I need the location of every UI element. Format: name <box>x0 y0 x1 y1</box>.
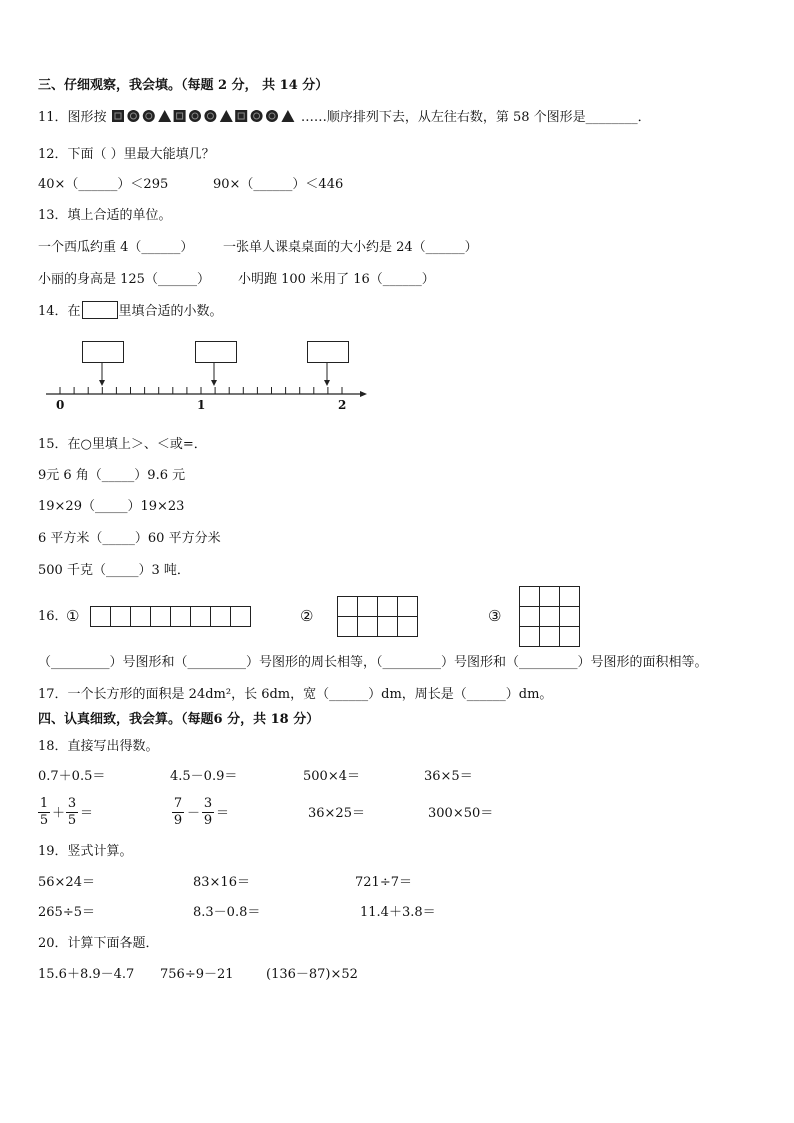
number-line <box>40 362 370 392</box>
grid-cell <box>90 606 111 627</box>
figure-marker-3: ③ <box>488 607 502 625</box>
tick-label-2: 2 <box>338 398 347 412</box>
q14-prefix: 14．在 <box>38 304 81 319</box>
q20-item-a[interactable]: 15.6＋8.9－4.7 <box>38 967 135 982</box>
q18-item-d[interactable]: 36×5＝ <box>424 769 473 784</box>
grid-cell <box>397 596 418 617</box>
q13-item-c[interactable]: 小丽的身高是 125（______） <box>38 272 210 287</box>
q19-title: 19．竖式计算。 <box>38 844 133 859</box>
q18-item-f[interactable]: 300×50＝ <box>428 806 494 821</box>
q19-item-a[interactable]: 56×24＝ <box>38 875 95 890</box>
circle-shape <box>127 110 139 122</box>
q16-answer[interactable]: （_________）号图形和（_________）号图形的周长相等，（_________）号图形和（_________）号图形的面积相等。 <box>38 655 708 670</box>
q12-item-a[interactable]: 40×（______）＜295 <box>38 177 169 192</box>
grid-cell <box>519 586 540 607</box>
q19-item-d[interactable]: 265÷5＝ <box>38 905 95 920</box>
grid-cell <box>130 606 151 627</box>
fraction-1-a <box>38 796 50 829</box>
q11 <box>38 109 651 127</box>
fraction-2-op: － <box>187 806 201 821</box>
circle-shape <box>266 110 278 122</box>
circle-shape <box>189 110 201 122</box>
grid-cell <box>170 606 191 627</box>
q20-item-b[interactable]: 756÷9－21 <box>160 967 234 982</box>
q15-item-a[interactable]: 9元 6 角（_____）9.6 元 <box>38 468 186 483</box>
grid-cell <box>519 606 540 627</box>
q20-title: 20．计算下面各题． <box>38 936 159 951</box>
grid-cell <box>337 596 358 617</box>
grid-cell <box>150 606 171 627</box>
q15-item-d[interactable]: 500 千克（_____）3 吨． <box>38 563 190 578</box>
grid-cell <box>357 596 378 617</box>
triangle-shape <box>219 110 232 122</box>
tick-label-1: 1 <box>197 398 206 412</box>
q11-prefix: 11．图形按 <box>38 110 107 125</box>
q13-title: 13．填上合适的单位。 <box>38 208 172 223</box>
grid-cell <box>337 616 358 637</box>
q19-item-f[interactable]: 11.4＋3.8＝ <box>360 905 436 920</box>
grid-cell <box>190 606 211 627</box>
numerator: 7 <box>173 796 183 811</box>
fraction-2-a <box>172 796 184 829</box>
fraction-2-b <box>202 796 214 829</box>
q19-item-b[interactable]: 83×16＝ <box>193 875 250 890</box>
triangle-shape <box>158 110 171 122</box>
grid-cell <box>559 606 580 627</box>
q18-item-c[interactable]: 500×4＝ <box>303 769 360 784</box>
section3-heading: 三、仔细观察，我会填。（每题 2 分， 共 14 分） <box>38 78 329 93</box>
grid-cell <box>377 596 398 617</box>
grid-cell <box>559 626 580 647</box>
q18-item-b[interactable]: 4.5－0.9＝ <box>170 769 238 784</box>
q20-item-c[interactable]: (136－87)×52 <box>266 967 358 982</box>
denominator: 5 <box>67 813 77 828</box>
q16-label: 16． <box>38 609 68 624</box>
denominator: 9 <box>203 813 213 828</box>
q12-item-b[interactable]: 90×（______）＜446 <box>213 177 344 192</box>
q12-title: 12．下面（ ）里最大能填几？ <box>38 147 215 162</box>
q15-item-c[interactable]: 6 平方米（_____）60 平方分米 <box>38 531 221 546</box>
square-shape <box>173 110 185 122</box>
q18-title: 18．直接写出得数。 <box>38 739 159 754</box>
grid-cell <box>559 586 580 607</box>
grid-cell <box>519 626 540 647</box>
q19-item-e[interactable]: 8.3－0.8＝ <box>193 905 261 920</box>
number-line-box-2[interactable] <box>195 341 237 363</box>
section4-heading: 四、认真细致，我会算。（每题6 分，共 18 分） <box>38 712 320 727</box>
denominator: 9 <box>173 813 183 828</box>
q18-item-a[interactable]: 0.7＋0.5＝ <box>38 769 106 784</box>
axis-arrow <box>360 391 367 397</box>
numerator: 3 <box>203 796 213 811</box>
grid-cell <box>377 616 398 637</box>
q17-text[interactable]: 17．一个长方形的面积是 24dm²，长 6dm，宽（______）dm，周长是（______）dm。 <box>38 687 553 702</box>
q18-item-e[interactable]: 36×25＝ <box>308 806 365 821</box>
q15-item-b[interactable]: 19×29（_____）19×23 <box>38 499 185 514</box>
square-shape <box>112 110 124 122</box>
number-line-box-1[interactable] <box>82 341 124 363</box>
grid-cell <box>110 606 131 627</box>
fraction-1-b <box>66 796 78 829</box>
fraction-2-eq[interactable]: ＝ <box>216 806 230 821</box>
grid-cell <box>397 616 418 637</box>
numerator: 3 <box>67 796 77 811</box>
figure-marker-1: ① <box>66 607 80 625</box>
grid-cell <box>210 606 231 627</box>
figure-marker-2: ② <box>300 607 314 625</box>
q14-title <box>38 301 223 321</box>
grid-cell <box>230 606 251 627</box>
q19-item-c[interactable]: 721÷7＝ <box>355 875 412 890</box>
triangle-shape <box>281 110 294 122</box>
numerator: 1 <box>39 796 49 811</box>
shape-sequence-icon <box>111 109 297 123</box>
fraction-1-op: ＋ <box>52 806 66 821</box>
circle-shape <box>142 110 154 122</box>
grid-cell <box>357 616 378 637</box>
q13-item-a[interactable]: 一个西瓜约重 4（______） <box>38 240 194 255</box>
circle-shape <box>204 110 216 122</box>
q14-suffix: 里填合适的小数。 <box>118 304 223 319</box>
grid-cell <box>539 626 560 647</box>
square-shape <box>235 110 247 122</box>
number-line-box-3[interactable] <box>307 341 349 363</box>
grid-cell <box>539 586 560 607</box>
denominator: 5 <box>39 813 49 828</box>
q11-suffix: ……顺序排列下去，从左往右数，第 58 个图形是________． <box>300 110 651 125</box>
fraction-1-eq[interactable]: ＝ <box>80 806 94 821</box>
q13-item-d[interactable]: 小明跑 100 米用了 16（______） <box>238 272 435 287</box>
q13-item-b[interactable]: 一张单人课桌桌面的大小约是 24（______） <box>223 240 478 255</box>
tick-label-0: 0 <box>56 398 65 412</box>
grid-cell <box>539 606 560 627</box>
answer-box-icon <box>82 301 118 319</box>
q15-title: 15．在○里填上＞、＜或=． <box>38 437 207 452</box>
circle-shape <box>250 110 262 122</box>
